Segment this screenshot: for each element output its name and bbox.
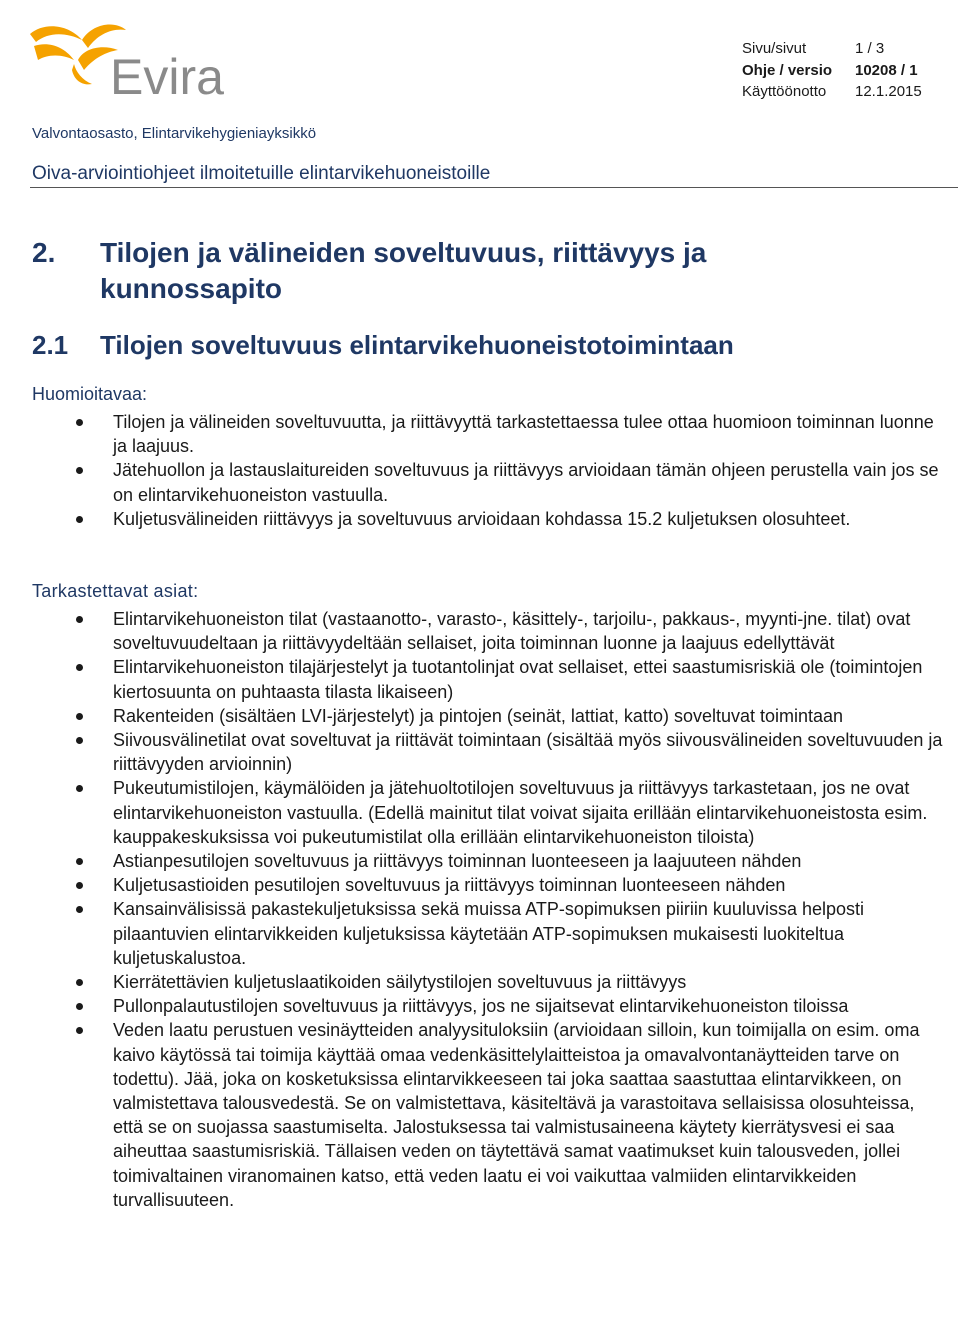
meta-row-pages — [742, 38, 922, 60]
list-item-text: Elintarvikehuoneiston tilajärjestelyt ja tuotantolinjat ovat sellaiset, ettei saastumisriskiä ole (toimintojen kiertosuunta on puhtaasta tilasta likaiseen) — [113, 657, 923, 702]
list-item — [32, 776, 947, 849]
meta-row-version — [742, 60, 922, 82]
checks-heading: Tarkastettavat asiat: — [32, 581, 199, 601]
meta-row-date — [742, 81, 922, 103]
bullet-icon — [76, 616, 83, 623]
meta-value: 1 / 3 — [855, 40, 885, 57]
bullet-icon — [76, 467, 83, 474]
meta-label: Ohje / versio — [742, 61, 833, 79]
list-item — [32, 897, 947, 970]
meta-value: 12.1.2015 — [855, 83, 922, 100]
list-item-text: Siivousvälinetilat ovat soveltuvat ja riittävät toimintaan (sisältää myös siivousvälineiden soveltuvuuden ja riittävyyden arvioinnin) — [113, 730, 943, 775]
bullet-icon — [76, 664, 83, 671]
meta-label: Sivu/sivut — [742, 40, 807, 57]
list-item-text: Rakenteiden (sisältäen LVI-järjestelyt) ja pintojen (seinät, lattiat, katto) soveltuvat toimintaan — [113, 705, 844, 726]
bullet-icon — [76, 979, 83, 986]
subsection-number: 2.1 — [32, 330, 69, 360]
list-item-text: Kansainvälisissä pakastekuljetuksissa sekä muissa ATP-sopimuksen piiriin kuuluvissa helposti pilaantuvien elintarvikkeiden kuljetuksissa käytetään ATP-sopimuksen mukaisesti luokiteltua kuljetuskalustoa. — [113, 899, 865, 968]
list-item — [32, 458, 947, 506]
list-item — [32, 410, 947, 458]
evira-logo-mark — [22, 20, 272, 102]
list-item-text: Tilojen ja välineiden soveltuvuutta, ja riittävyyttä tarkastettaessa tulee ottaa huomioon toiminnan luonne ja laajuus. — [113, 412, 934, 457]
meta-value: 10208 / 1 — [855, 61, 918, 79]
list-item-text: Pukeutumistilojen, käymälöiden ja jätehuoltotilojen soveltuvuus ja riittävyys tarkastetaan, jos ne ovat elintarvikehuoneiston vastuulla. (Edellä mainitut tilat voivat sijaita erillään elintarvikehuoneistosta esim. kauppakeskuksissa voi pukeutumistilat olla erillään elintarvikehuoneiston tiloista) — [113, 778, 928, 847]
list-item-text: Pullonpalautustilojen soveltuvuus ja riittävyys, jos ne sijaitsevat elintarvikehuoneiston tiloissa — [113, 996, 849, 1017]
bullet-icon — [76, 713, 83, 720]
list-item — [32, 728, 947, 776]
bullet-icon — [76, 1027, 83, 1034]
list-item-text: Astianpesutilojen soveltuvuus ja riittävyys toiminnan luonteeseen ja laajuuteen nähden — [113, 851, 802, 872]
bullet-icon — [76, 419, 83, 426]
checks-list — [32, 607, 947, 1212]
bullet-icon — [76, 516, 83, 523]
bullet-icon — [76, 882, 83, 889]
notes-list — [32, 410, 947, 531]
bullet-icon — [76, 785, 83, 792]
list-item — [32, 849, 947, 873]
list-item — [32, 655, 947, 703]
bullet-icon — [76, 737, 83, 744]
list-item-text: Kierrätettävien kuljetuslaatikoiden säilytystilojen soveltuvuus ja riittävyys — [113, 972, 687, 993]
notes-heading: Huomioitavaa: — [32, 384, 148, 404]
header-divider — [30, 187, 958, 188]
list-item — [32, 994, 947, 1018]
list-item-text: Veden laatu perustuen vesinäytteiden analyysituloksiin (arvioidaan silloin, kun toimijalla on esim. oma kaivo käytössä tai toimija käyttää omaa vedenkäsittelylaitteistoa ja omavalvontanäytteiden tarve on todettu). Jää, joka on kosketuksissa elintarvikkeeseen tai joka saattaa saastuttaa elintarvikkeen, on valmistettava talousvedestä. Se on valmistettava, käsiteltävä ja varastoitava sellaisissa olosuhteissa, että se on suojassa saastumiselta. Jalostuksessa tai valmistusaineena käytety kierrätysvesi ei saa aiheuttaa saastumisriskiä. Tällaisen veden on täytettävä samat vaatimukset kuin talousveden, jollei toimivaltainen viranomainen katso, että veden laatu ei voi vaikuttaa valmiiden elintarvikkeiden turvallisuuteen. — [113, 1020, 920, 1210]
list-item — [32, 704, 947, 728]
list-item-text: Elintarvikehuoneiston tilat (vastaanotto-, varasto-, käsittely-, tarjoilu-, pakkaus-, myynti-jne. tilat) ovat soveltuvuudeltaan ja riittävyydeltään sellaiset, joita toiminnan luonne ja laajuus edellyttävät — [113, 609, 911, 654]
document-title: Oiva-arviointiohjeet ilmoitetuille elintarvikehuoneistoille — [32, 163, 491, 184]
list-item — [32, 873, 947, 897]
subsection-title: Tilojen soveltuvuus elintarvikehuoneistotoimintaan — [100, 330, 734, 360]
document-meta — [742, 38, 922, 103]
bullet-icon — [76, 906, 83, 913]
section-number: 2. — [32, 237, 56, 268]
bullet-icon — [76, 858, 83, 865]
section-title: Tilojen ja välineiden soveltuvuus, riittävyys ja kunnossapito — [100, 237, 707, 304]
evira-logo — [22, 20, 272, 102]
list-item — [32, 507, 947, 531]
bullet-icon — [76, 1003, 83, 1010]
department-name: Valvontaosasto, Elintarvikehygieniayksikkö — [32, 125, 317, 142]
list-item-text: Jätehuollon ja lastauslaitureiden soveltuvuus ja riittävyys arvioidaan tämän ohjeen perustella vain jos se on elintarvikehuoneiston vastuulla. — [113, 460, 939, 505]
logo-text: Evira — [110, 49, 224, 102]
list-item-text: Kuljetusvälineiden riittävyys ja soveltuvuus arvioidaan kohdassa 15.2 kuljetuksen olosuhteet. — [113, 508, 851, 529]
list-item — [32, 607, 947, 655]
list-item — [32, 970, 947, 994]
list-item — [32, 1018, 947, 1212]
list-item-text: Kuljetusastioiden pesutilojen soveltuvuus ja riittävyys toiminnan luonteeseen nähden — [113, 875, 786, 896]
meta-label: Käyttöönotto — [742, 83, 827, 100]
